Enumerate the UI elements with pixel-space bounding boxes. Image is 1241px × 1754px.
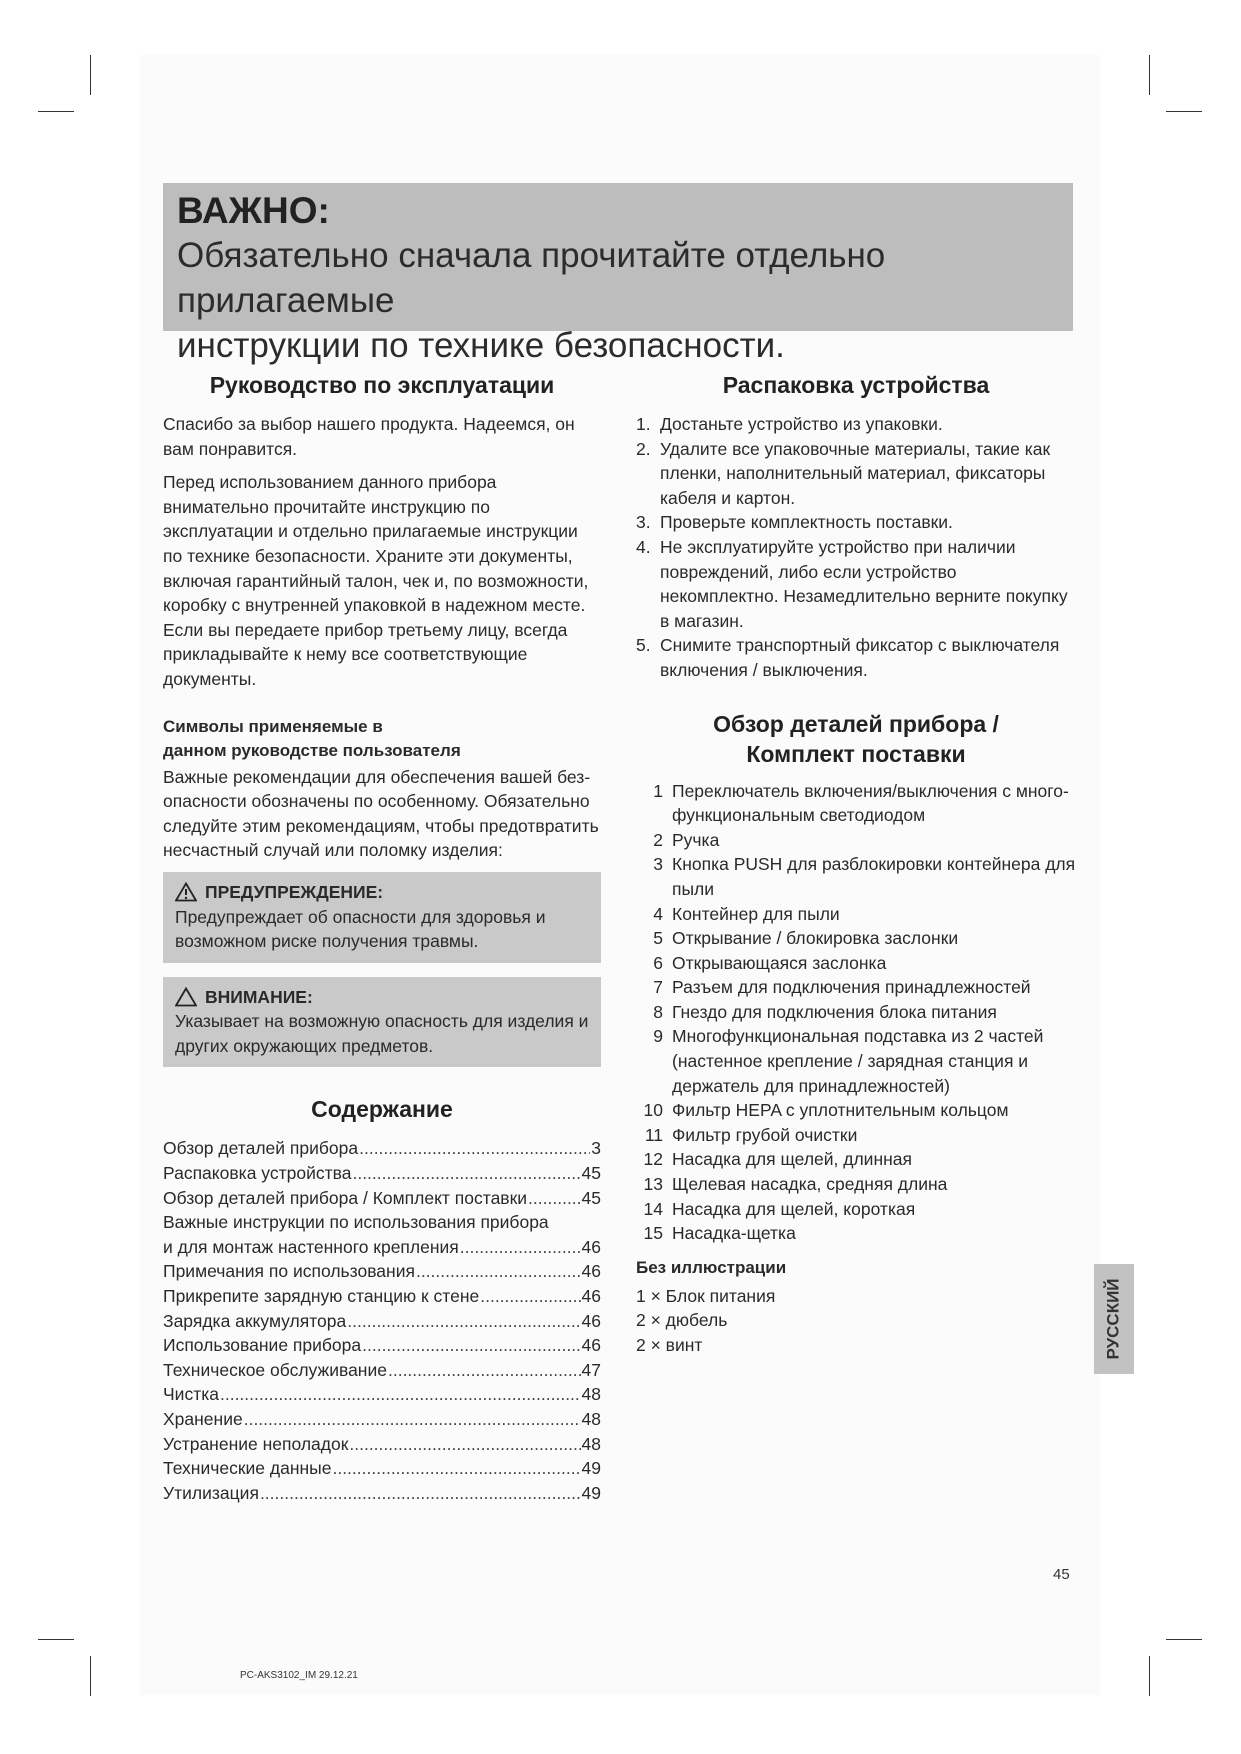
list-item: 5 Открывание / блокировка заслонки: [653, 928, 959, 949]
language-label: РУССКИЙ: [1104, 1278, 1123, 1360]
symbols-heading: данном руководстве пользователя: [163, 740, 461, 760]
list-item: 2 Ручка: [653, 829, 720, 850]
warning-text: Предупреждает об опасности для здоровья и возможном риске получения травмы.: [175, 906, 546, 952]
important-line: Обязательно сначала прочитайте отдельно прилагаемые: [177, 236, 886, 320]
toc-item[interactable]: Устранение неполадок ..... 48: [163, 1432, 601, 1457]
toc-item[interactable]: Обзор деталей прибора / Комплект поставки ..... 45: [163, 1186, 601, 1211]
table-of-contents: [163, 1136, 601, 1505]
list-item: 8 Гнездо для подключения блока питания: [653, 1001, 997, 1022]
list-item: 3 Кнопка PUSH для разблокировки контейнера для пыли: [653, 854, 1076, 899]
manual-text: Перед использованием данного прибора внимательно прочитайте инструкцию по эксплуатации и отдельно прилагаемые инструкции по технике безопасности. Храните эти документы, включая гарантийный талон, чек и, по возможности, коробку с внутренней упаковкой в надежном месте. Если вы передаете прибор третьему лицу, всегда прикладывайте к нему все соответствующие документы.: [163, 472, 589, 689]
left-column: [163, 370, 601, 1505]
symbols-text: Важные рекомендации для обеспечения вашей безопасности обозначены по особенному. Обязательно следуйте этим рекомендациям, чтобы предотвратить несчастный случай или поломку изделия:: [163, 766, 599, 861]
important-banner: [163, 183, 1073, 365]
manual-title: Руководство по эксплуатации: [209, 372, 555, 398]
list-item: 9 Многофункциональная подставка из 2 частей (настенное крепление / зарядная станция и держатель для принадлежностей): [653, 1026, 1044, 1096]
list-item: 2 × винт: [636, 1335, 703, 1355]
crop-mark: [1149, 1656, 1150, 1696]
warning-title: ПРЕДУПРЕЖДЕНИЕ:: [205, 881, 384, 902]
list-item: 6 Открывающаяся заслонка: [653, 952, 887, 973]
warning-box: [163, 872, 601, 963]
crop-mark: [90, 1656, 91, 1696]
crop-mark: [90, 55, 91, 95]
important-heading: ВАЖНО:: [177, 190, 330, 231]
manual-intro: Спасибо за выбор нашего продукта. Надеемся, он вам понравится.: [163, 414, 575, 459]
language-tab: [1094, 1264, 1134, 1374]
right-column: [636, 370, 1076, 1358]
caution-triangle-icon: [175, 987, 197, 1007]
crop-mark: [38, 111, 74, 112]
parts-list: [636, 779, 1076, 1246]
list-item: 1 × Блок питания: [636, 1285, 776, 1306]
toc-item[interactable]: Технические данные ..... 49: [163, 1456, 601, 1481]
important-line: инструкции по технике безопасности.: [177, 326, 785, 365]
footer-code: PC-AKS3102_IM 29.12.21: [240, 1670, 358, 1681]
unpack-list: [636, 412, 1076, 683]
toc-title: Содержание: [311, 1096, 453, 1123]
page-number: 45: [1053, 1566, 1070, 1583]
list-item: 7 Разъем для подключения принадлежностей: [653, 977, 1031, 998]
crop-mark: [38, 1639, 74, 1640]
toc-item[interactable]: Утилизация ..... 49: [163, 1481, 601, 1506]
no-illustration-heading: Без иллюстрации: [636, 1257, 787, 1277]
list-item: 13 Щелевая насадка, средняя длина: [643, 1174, 948, 1195]
crop-mark: [1166, 111, 1202, 112]
list-item: 1 Переключатель включения/выключения с многофункциональным светодиодом: [653, 780, 1069, 826]
warning-triangle-icon: [175, 882, 197, 902]
toc-item[interactable]: Обзор деталей прибора ..... 3: [163, 1136, 601, 1161]
parts-title: Обзор деталей прибора / Комплект поставки: [713, 710, 999, 767]
symbols-heading: Символы применяемые в: [163, 716, 383, 736]
caution-box: [163, 977, 601, 1068]
unpack-title: Распаковка устройства: [722, 372, 990, 398]
caution-title: ВНИМАНИЕ:: [205, 986, 313, 1007]
list-item: 4 Контейнер для пыли: [653, 903, 840, 924]
crop-mark: [1149, 55, 1150, 95]
list-item: 15 Насадка-щетка: [643, 1223, 796, 1244]
toc-item[interactable]: Распаковка устройства ..... 45: [163, 1161, 601, 1186]
caution-text: Указывает на возможную опасность для изделия и других окружающих предметов.: [175, 1011, 589, 1056]
list-item: 5. Снимите транспортный фиксатор с выключателя включения / выключения.: [636, 635, 1060, 680]
toc-item[interactable]: Хранение ..... 48: [163, 1407, 601, 1432]
list-item: 2 × дюбель: [636, 1310, 728, 1331]
toc-item[interactable]: Чистка ..... 48: [163, 1382, 601, 1407]
list-item: 4. Не эксплуатируйте устройство при наличии повреждений, либо если устройство некомплектно. Незамедлительно верните покупку в магазин.: [636, 536, 1068, 631]
list-item: 2. Удалите все упаковочные материалы, такие как пленки, наполнительный материал, фиксаторы кабеля и картон.: [636, 438, 1051, 508]
crop-mark: [1166, 1639, 1202, 1640]
toc-item-multiline[interactable]: Важные инструкции по использования прибора и для монтаж настенного крепления ..... 46: [163, 1210, 601, 1259]
list-item: 14 Насадка для щелей, короткая: [643, 1198, 916, 1219]
toc-item[interactable]: Техническое обслуживание ..... 47: [163, 1358, 601, 1383]
toc-item[interactable]: Прикрепите зарядную станцию к стене ..... 46: [163, 1284, 601, 1309]
list-item: 1. Достаньте устройство из упаковки.: [636, 414, 943, 434]
toc-item[interactable]: Использование прибора ..... 46: [163, 1333, 601, 1358]
list-item: 10 Фильтр HEPA с уплотнительным кольцом: [643, 1100, 1009, 1121]
list-item: 11 Фильтр грубой очистки: [644, 1124, 858, 1145]
list-item: 3. Проверьте комплектность поставки.: [636, 512, 953, 533]
list-item: 12 Насадка для щелей, длинная: [643, 1149, 912, 1170]
toc-item[interactable]: Зарядка аккумулятора ..... 46: [163, 1309, 601, 1334]
toc-item[interactable]: Примечания по использования ..... 46: [163, 1259, 601, 1284]
